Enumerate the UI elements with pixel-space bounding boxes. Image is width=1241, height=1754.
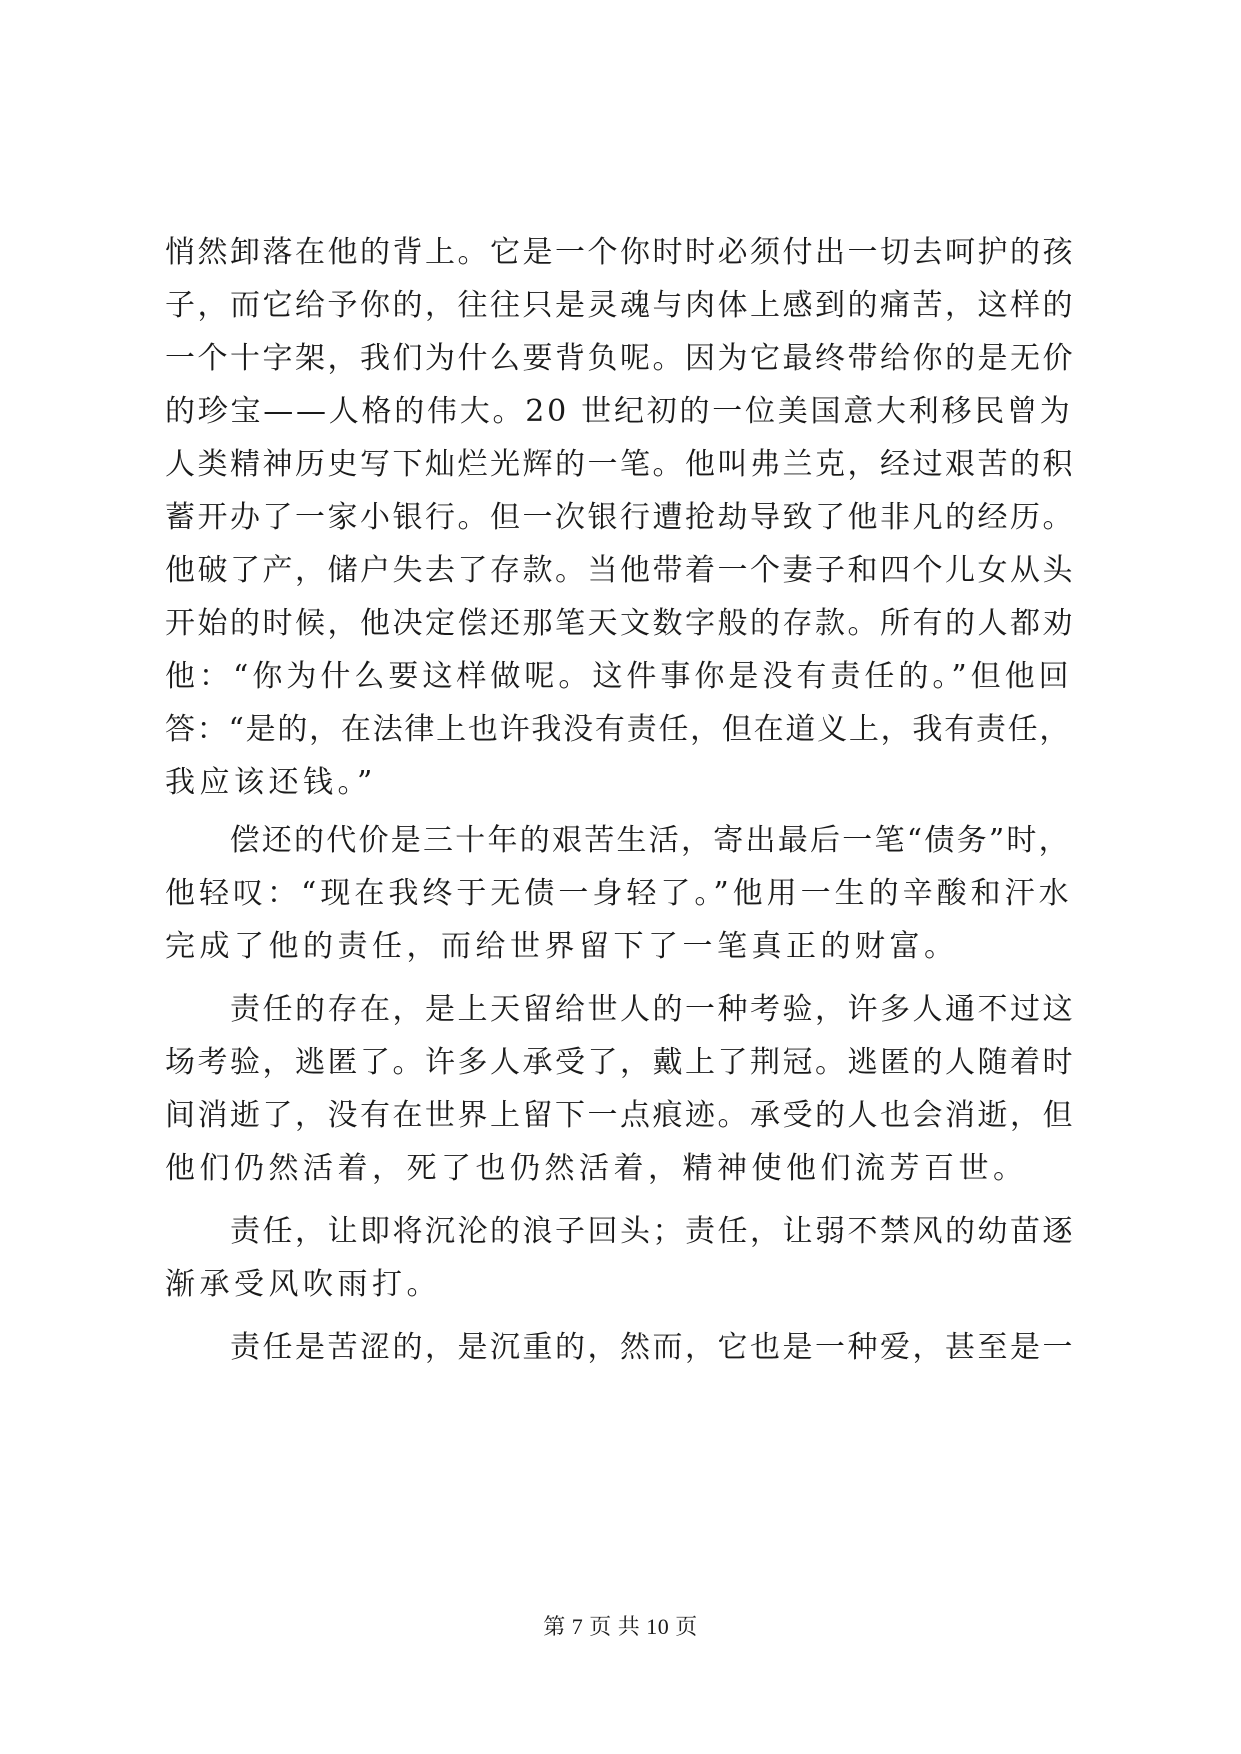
text-line: 我应该还钱。” bbox=[165, 765, 377, 800]
text-line: 子，而它给予你的，往往只是灵魂与肉体上感到的痛苦，这样的 bbox=[165, 288, 1075, 323]
text-line: 偿还的代价是三十年的艰苦生活，寄出最后一笔“债务”时， bbox=[165, 823, 1071, 858]
text-line: 渐承受风吹雨打。 bbox=[165, 1267, 441, 1302]
text-line: 他破了产，储户失去了存款。当他带着一个妻子和四个儿女从头 bbox=[165, 553, 1075, 588]
text-line: 完成了他的责任，而给世界留下了一笔真正的财富。 bbox=[165, 929, 959, 964]
text-line: 场考验，逃匿了。许多人承受了，戴上了荆冠。逃匿的人随着时 bbox=[165, 1045, 1075, 1080]
text-line: 蓄开办了一家小银行。但一次银行遭抢劫导致了他非凡的经历。 bbox=[165, 500, 1075, 535]
text-line: 间消逝了，没有在世界上留下一点痕迹。承受的人也会消逝，但 bbox=[165, 1098, 1075, 1133]
text-line: 人类精神历史写下灿烂光辉的一笔。他叫弗兰克，经过艰苦的积 bbox=[165, 447, 1075, 482]
text-line: 答：“是的，在法律上也许我没有责任，但在道义上，我有责任， bbox=[165, 712, 1072, 747]
text-line: 责任是苦涩的，是沉重的，然而，它也是一种爱，甚至是一 bbox=[165, 1330, 1075, 1365]
text-line: 悄然卸落在他的背上。它是一个你时时必须付出一切去呵护的孩 bbox=[165, 235, 1075, 270]
text-line: 他们仍然活着，死了也仍然活着，精神使他们流芳百世。 bbox=[165, 1151, 1028, 1186]
text-line: 责任的存在，是上天留给世人的一种考验，许多人通不过这 bbox=[165, 992, 1075, 1027]
text-line: 开始的时候，他决定偿还那笔天文数字般的存款。所有的人都劝 bbox=[165, 606, 1075, 641]
text-line: 责任，让即将沉沦的浪子回头；责任，让弱不禁风的幼苗逐 bbox=[165, 1214, 1075, 1249]
page-footer: 第 7 页 共 10 页 bbox=[543, 1614, 698, 1639]
text-line: 他轻叹：“现在我终于无债一身轻了。”他用一生的辛酸和汗水 bbox=[165, 876, 1073, 911]
text-line: 一个十字架，我们为什么要背负呢。因为它最终带给你的是无价 bbox=[165, 341, 1075, 376]
text-line: 他：“你为什么要这样做呢。这件事你是没有责任的。”但他回 bbox=[165, 659, 1073, 694]
text-line: 的珍宝——人格的伟大。20 世纪初的一位美国意大利移民曾为 bbox=[165, 394, 1073, 429]
